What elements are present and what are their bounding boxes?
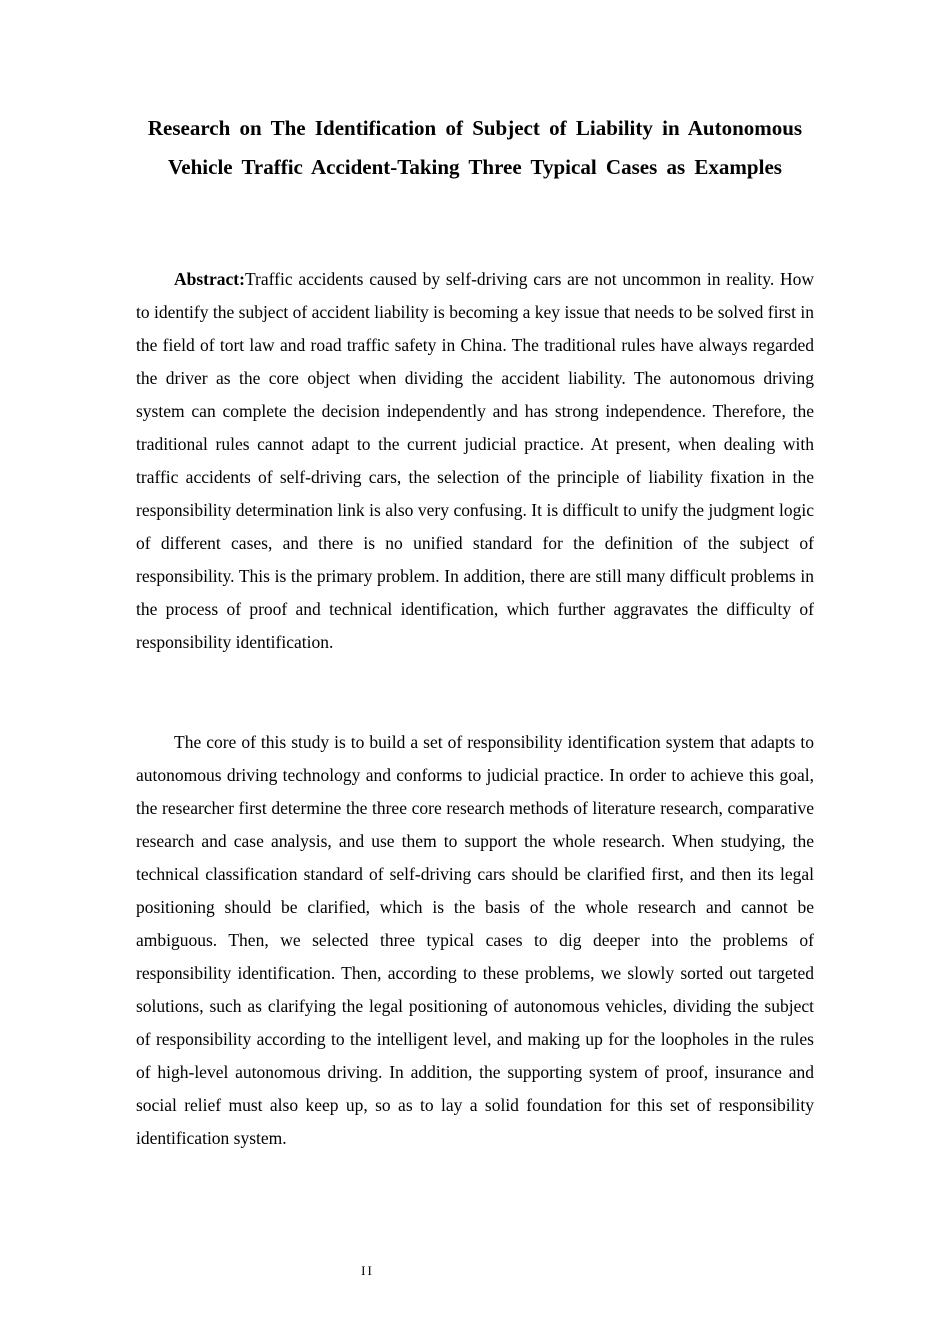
document-title: Research on The Identification of Subject of Liability in Autonomous Vehicle Traffic Accident-Taking Three Typical Cases as Examples xyxy=(147,116,803,179)
abstract-text: Traffic accidents caused by self-driving cars are not uncommon in reality. How to identify the subject of accident liability is becoming a key issue that needs to be solved first in the field of tort law and road traffic safety in China. The traditional rules have always regarded the driver as the core object when dividing the accident liability. The autonomous driving system can complete the decision independently and has strong independence. Therefore, the traditional rules cannot adapt to the current judicial practice. At present, when dealing with traffic accidents of self-driving cars, the selection of the principle of liability fixation in the responsibility determination link is also very confusing. It is difficult to unify the judgment logic of different cases, and there is no unified standard for the definition of the subject of responsibility. This is the primary problem. In addition, there are still many difficult problems in the process of proof and technical identification, which further aggravates the difficulty of responsibility identification. xyxy=(136,269,814,652)
body-paragraph: The core of this study is to build a set of responsibility identification system that adapts to autonomous driving technology and conforms to judicial practice. In order to achieve this goal, the researcher first determine the three core research methods of literature research, comparative research and case analysis, and use them to support the whole research. When studying, the technical classification standard of self-driving cars should be clarified first, and then its legal positioning should be clarified, which is the basis of the whole research and cannot be ambiguous. Then, we selected three typical cases to dig deeper into the problems of responsibility identification. Then, according to these problems, we slowly sorted out targeted solutions, such as clarifying the legal positioning of autonomous vehicles, dividing the subject of responsibility according to the intelligent level, and making up for the loopholes in the rules of high-level autonomous driving. In addition, the supporting system of proof, insurance and social relief must also keep up, so as to lay a solid foundation for this set of responsibility identification system. xyxy=(136,732,814,1148)
abstract-paragraph xyxy=(136,263,814,659)
page-number: II xyxy=(361,1263,374,1278)
abstract-label: Abstract: xyxy=(174,269,245,289)
